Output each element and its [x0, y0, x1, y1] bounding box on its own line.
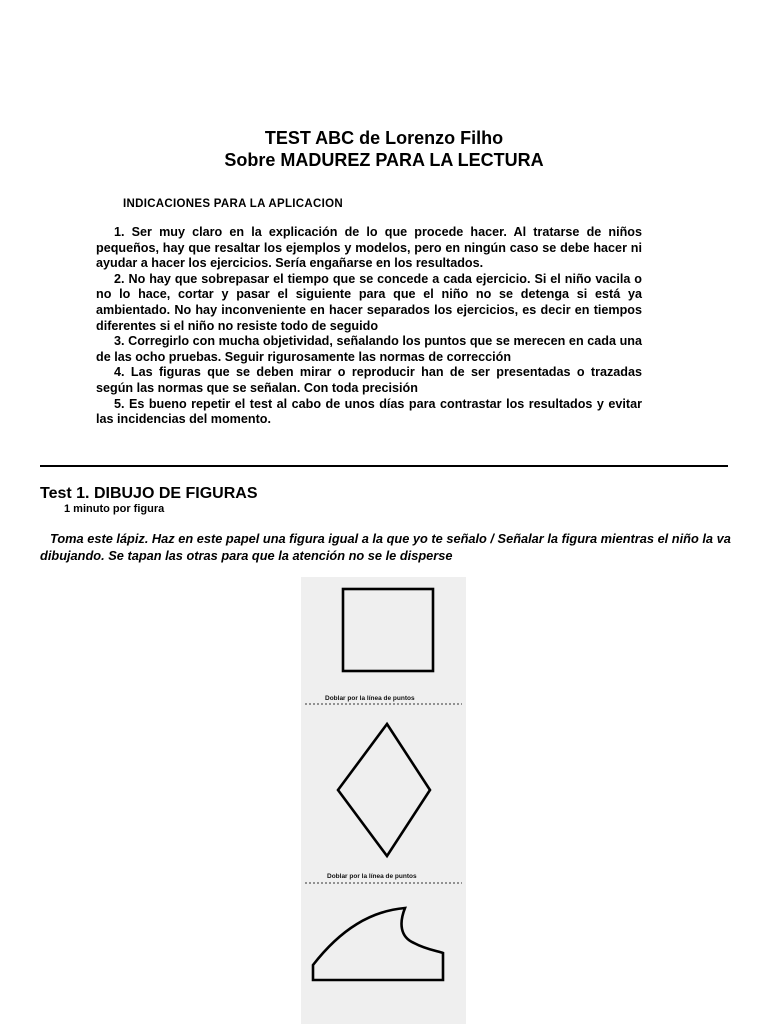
- fold-label-1: Doblar por la línea de puntos: [325, 695, 415, 702]
- test1-time: 1 minuto por figura: [64, 503, 165, 515]
- test1-prompt: [40, 530, 740, 564]
- instruction-item: 2. No hay que sobrepasar el tiempo que se concede a cada ejercicio. Si el niño vacila o no lo hace, cortar y pasar el siguiente para que el niño no se detenga si está ya ambientado. No hay inconveniente en hacer separados los ejercicios, es decir en tiempos diferentes si el niño no resiste todo de seguido: [96, 271, 642, 333]
- instruction-item: 1. Ser muy claro en la explicación de lo que procede hacer. Al tratarse de niños pequeños, hay que resaltar los ejemplos y modelos, pero en ningún caso se debe hacer ni ayudar a hacer los ejercicios. Sería engañarse en los resultados.: [96, 225, 642, 271]
- instruction-item: 4. Las figuras que se deben mirar o reproducir han de ser presentadas o trazadas según las normas que se señalan. Con toda precisión: [96, 365, 642, 395]
- test1-title: Test 1. DIBUJO DE FIGURAS: [40, 485, 258, 502]
- instructions-heading: INDICACIONES PARA LA APLICACION: [123, 198, 343, 210]
- curved-figure: [313, 908, 443, 980]
- fold-label-2: Doblar por la línea de puntos: [327, 873, 417, 880]
- title-line-2: Sobre MADUREZ PARA LA LECTURA: [224, 150, 544, 170]
- document-title: [0, 127, 768, 171]
- test1-prompt-text: Toma este lápiz. Haz en este papel una figura igual a la que yo te señalo / Señalar la figura mientras el niño la va dibujando. Se tapan las otras para que la atención no se le disperse: [40, 531, 731, 563]
- instruction-item: 3. Corregirlo con mucha objetividad, señalando los puntos que se merecen en cada una de las ocho pruebas. Seguir rigurosamente las normas de corrección: [96, 334, 642, 364]
- diamond-figure: [338, 724, 430, 856]
- section-divider: [40, 465, 728, 467]
- square-figure: [343, 589, 433, 671]
- figure-sheet: [301, 577, 466, 1024]
- title-line-1: TEST ABC de Lorenzo Filho: [264, 128, 504, 148]
- instruction-item: 5. Es bueno repetir el test al cabo de unos días para contrastar los resultados y evitar las incidencias del momento.: [96, 396, 642, 427]
- figure-drawings: [301, 577, 466, 1024]
- instructions-list: [96, 225, 642, 428]
